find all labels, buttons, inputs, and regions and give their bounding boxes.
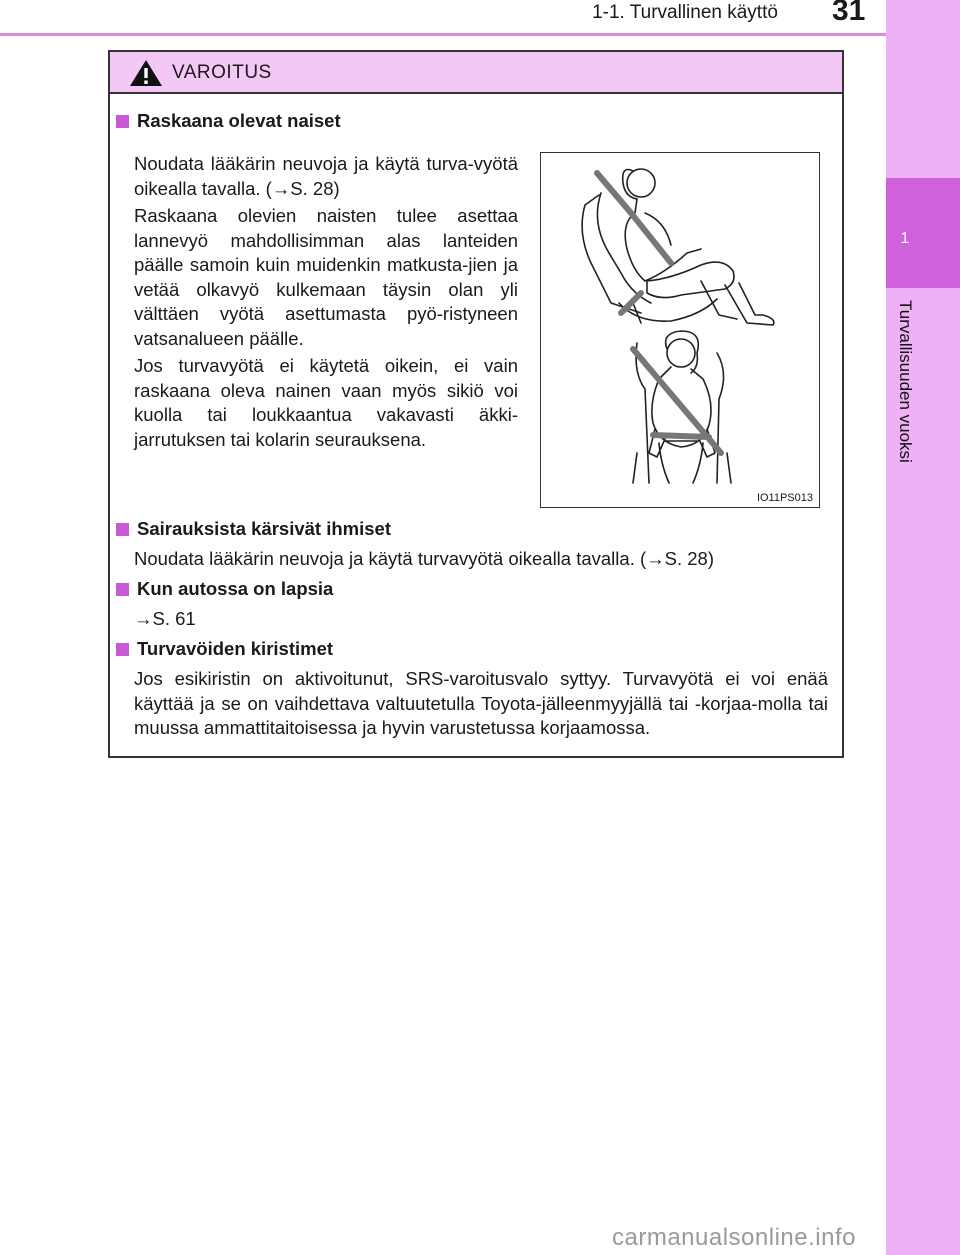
section-heading-text: Kun autossa on lapsia <box>137 578 334 599</box>
square-bullet-icon <box>116 523 129 536</box>
warning-label: VAROITUS <box>172 62 272 83</box>
footer-watermark: carmanualsonline.info <box>612 1224 856 1251</box>
paragraph: Noudata lääkärin neuvoja ja käytä turva-vyötä oikealla tavalla. (→S. 28) <box>134 153 518 199</box>
paragraph: Noudata lääkärin neuvoja ja käytä turvavyötä oikealla tavalla. (→S. 28) <box>134 548 714 569</box>
square-bullet-icon <box>116 643 129 656</box>
section-heading-pretensioners <box>116 638 333 660</box>
side-tab-label: Turvallisuuden vuoksi <box>896 300 915 463</box>
page-number: 31 <box>832 0 866 27</box>
section-heading-pregnant <box>116 110 341 132</box>
section-heading-text: Sairauksista kärsivät ihmiset <box>137 518 392 539</box>
pregnant-woman-seatbelt-image <box>541 153 818 506</box>
warning-box <box>108 50 844 758</box>
section-heading-text: Turvavöiden kiristimet <box>137 638 334 659</box>
paragraph: Jos esikiristin on aktivoitunut, SRS-varoitusvalo syttyy. Turvavyötä ei voi enää käyttää ja se on vaihdettava valtuutetulla Toyota-jälleenmyyjällä tai -korjaa-molla tai muussa ammattitaitoisessa ja hyvin varustetussa korjaamossa. <box>134 668 828 738</box>
paragraph: Jos turvavyötä ei käytetä oikein, ei vain raskaana oleva nainen vaan myös sikiö voi kuolla tai loukkaantua vakavasti äkki-jarrutuksen tai kolarin seurauksena. <box>134 355 518 450</box>
paragraph: Raskaana olevien naisten tulee asettaa lannevyö mahdollisimman alas lanteiden päälle samoin kuin muidenkin matkusta-jien ja vetää olkavyö kulkemaan täysin olan yli välttäen vyötä asettumasta pyö-ristyneen vatsanalueen päälle. <box>134 205 518 349</box>
side-tab-number: 1 <box>900 230 910 247</box>
section-title: 1-1. Turvallinen käyttö <box>592 2 778 23</box>
warning-header <box>110 52 842 94</box>
square-bullet-icon <box>116 115 129 128</box>
section-heading-text: Raskaana olevat naiset <box>137 110 341 131</box>
section-heading-illness <box>116 518 391 540</box>
section-heading-children <box>116 578 333 600</box>
seatbelt-illustration <box>540 152 820 508</box>
figure-code: IO11PS013 <box>756 492 813 504</box>
paragraph: →S. 61 <box>134 608 196 629</box>
warning-triangle-icon <box>128 58 164 88</box>
square-bullet-icon <box>116 583 129 596</box>
header-rule <box>0 33 886 36</box>
